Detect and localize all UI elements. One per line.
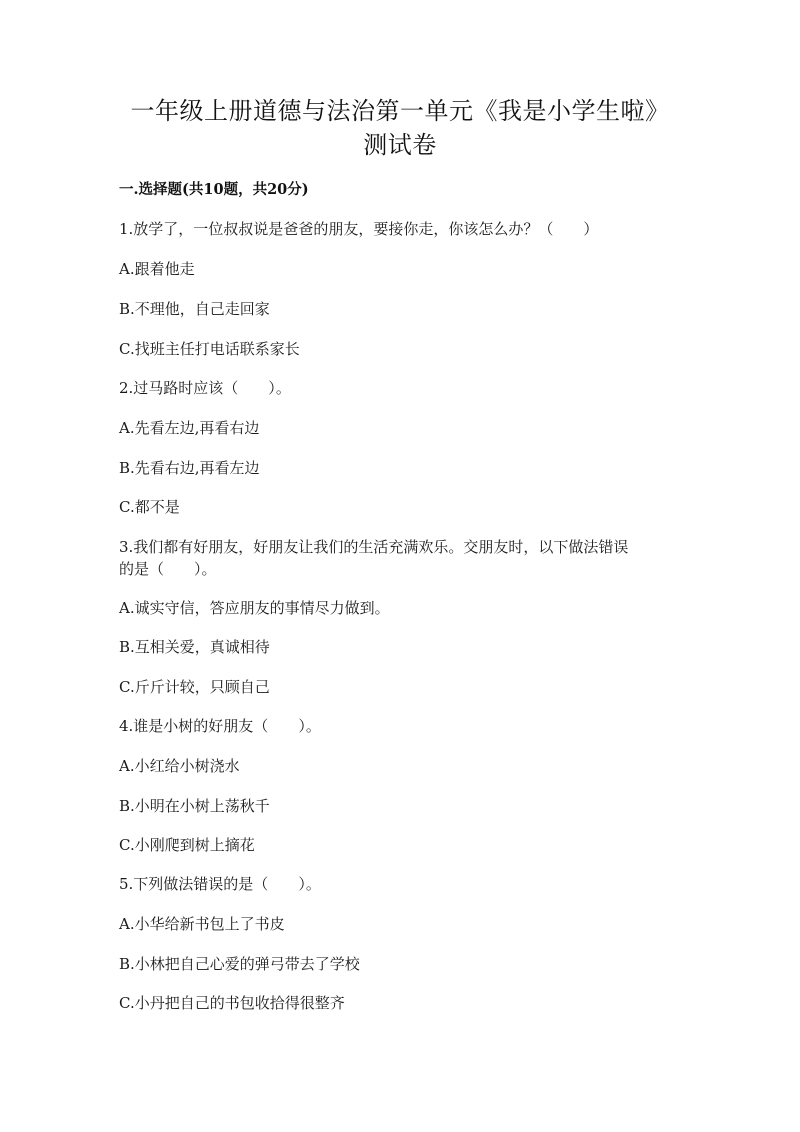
question-1-option-a: A.跟着他走: [119, 260, 195, 278]
question-1-stem: 1.放学了，一位叔叔说是爸爸的朋友，要接你走，你该怎么办？（ ）: [119, 220, 599, 238]
question-3-stem: 3.我们都有好朋友，好朋友让我们的生活充满欢乐。交朋友时，以下做法错误: [119, 538, 629, 556]
question-4-option-b: B.小明在小树上荡秋千: [119, 797, 270, 815]
question-3-option-c: C.斤斤计较，只顾自己: [119, 678, 270, 696]
question-5-option-a: A.小华给新书包上了书皮: [119, 915, 285, 933]
question-1-option-b: B.不理他，自己走回家: [119, 300, 270, 318]
question-4-option-a: A.小红给小树浇水: [119, 757, 240, 775]
question-3-stem-continued: 的是（ ）。: [119, 560, 217, 578]
question-1-option-c: C.找班主任打电话联系家长: [119, 340, 300, 358]
question-3-option-a: A.诚实守信，答应朋友的事情尽力做到。: [119, 599, 390, 617]
question-2-stem: 2.过马路时应该（ ）。: [119, 379, 291, 397]
question-4-stem: 4.谁是小树的好朋友（ ）。: [119, 717, 321, 735]
question-5-stem: 5.下列做法错误的是（ ）。: [119, 875, 321, 893]
question-4-option-c: C.小刚爬到树上摘花: [119, 836, 255, 854]
question-5-option-c: C.小丹把自己的书包收拾得很整齐: [119, 994, 345, 1012]
document-title-continued: 测试卷: [363, 131, 437, 159]
question-5-option-b: B.小林把自己心爱的弹弓带去了学校: [119, 955, 360, 973]
section-heading: 一.选择题(共10题，共20分): [119, 181, 309, 198]
question-2-option-a: A.先看左边,再看右边: [119, 419, 260, 437]
question-2-option-b: B.先看右边,再看左边: [119, 459, 260, 477]
document-title: 一年级上册道德与法治第一单元《我是小学生啦》: [130, 97, 670, 125]
question-2-option-c: C.都不是: [119, 498, 180, 516]
question-3-option-b: B.互相关爱，真诚相待: [119, 638, 270, 656]
